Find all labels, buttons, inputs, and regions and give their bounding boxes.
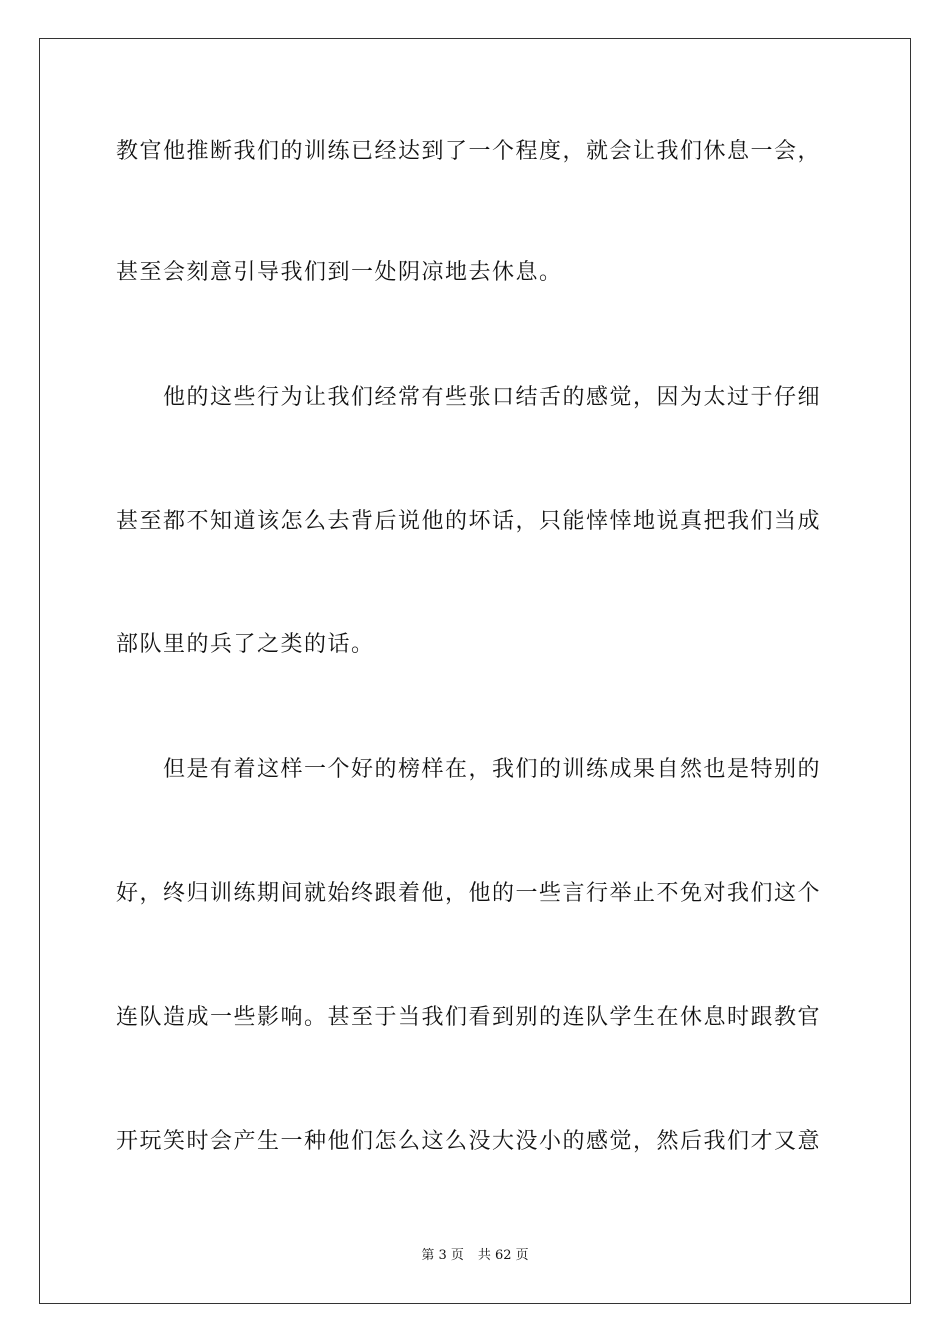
text-line: 部队里的兵了之类的话。 [116, 632, 375, 657]
paragraph-first-line: 但是有着这样一个好的榜样在，我们的训练成果自然也是特别的 [163, 757, 822, 782]
page-border [39, 38, 911, 1304]
text-line: 教官他推断我们的训练已经达到了一个程度，就会让我们休息一会， [116, 139, 822, 164]
text-line: 甚至都不知道该怎么去背后说他的坏话，只能悻悻地说真把我们当成 [116, 509, 822, 534]
text-line: 甚至会刻意引导我们到一处阴凉地去休息。 [116, 260, 563, 285]
text-line: 好，终归训练期间就始终跟着他，他的一些言行举止不免对我们这个 [116, 881, 822, 906]
total-pages: 共 62 页 [477, 1248, 529, 1263]
text-line: 开玩笑时会产生一种他们怎么这么没大没小的感觉，然后我们才又意 [116, 1129, 822, 1154]
page-footer [0, 1247, 950, 1265]
paragraph-first-line: 他的这些行为让我们经常有些张口结舌的感觉，因为太过于仔细 [163, 385, 822, 410]
page-number: 第 3 页 [421, 1248, 464, 1263]
text-line: 连队造成一些影响。甚至于当我们看到别的连队学生在休息时跟教官 [116, 1005, 822, 1030]
